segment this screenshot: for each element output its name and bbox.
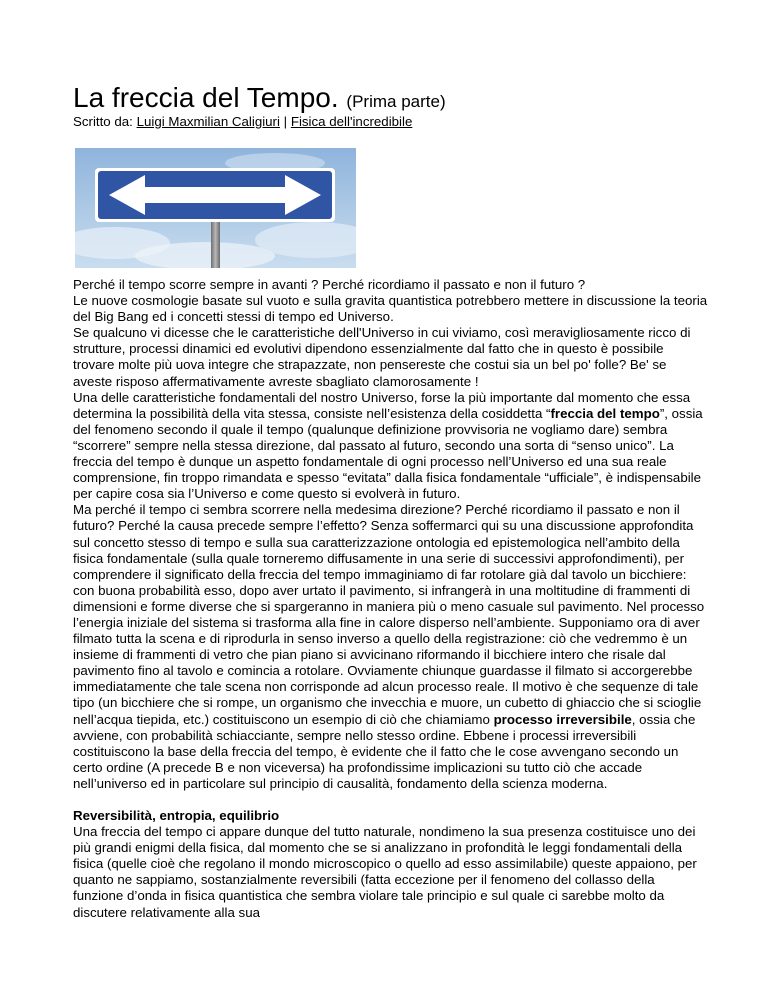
category-link[interactable]: Fisica dell'incredibile	[290, 114, 413, 129]
paragraph: Perché il tempo scorre sempre in avanti ? Perché ricordiamo il passato e non il futuro ?	[73, 277, 586, 292]
paragraph	[73, 502, 708, 792]
paragraph: Se qualcuno vi dicesse che le caratteristiche dell'Universo in cui viviamo, così meravigliosamente ricco di strutture, processi dinamici ed evolutivi dipendono essenzialmente dal fatto che in questo è possibile trovare molte più uova integre che strapazzate, non pensereste che costui sia un bel po' folle? Be' se aveste risposo affermativamente avreste sbagliato clamorosamente !	[73, 325, 691, 389]
article-photo	[75, 148, 356, 268]
title-subtitle: (Prima parte)	[346, 92, 446, 111]
title-main: La freccia del Tempo.	[73, 82, 339, 113]
sign-pole	[211, 220, 220, 268]
byline	[73, 114, 412, 130]
two-way-arrow-street-sign-icon	[75, 148, 356, 268]
paragraph: Una freccia del tempo ci appare dunque del tutto naturale, nondimeno la sua presenza costituisce uno dei più grandi enigmi della fisica, dal momento che se si analizzano in profondità le leggi fondamentali della fisica (quelle cioè che regolano il mondo microscopico o quello ad esso assimilabile) queste appaiono, per quanto ne sappiamo, sostanzialmente reversibili (fatta eccezione per il fenomeno del collasso della funzione d’onda in fisica quantistica che sembra violare tale principio e sul quale ci sarebbe molto da discutere relativamente alla sua	[73, 824, 697, 920]
author-link[interactable]: Luigi Maxmilian Caligiuri	[136, 114, 280, 129]
paragraph	[73, 390, 708, 503]
section-heading: Reversibilità, entropia, equilibrio	[73, 808, 280, 823]
bold-term-freccia: freccia del tempo	[550, 405, 660, 421]
paragraph-text: Una delle caratteristiche fondamentali del nostro Universo, forse la più importante dal momento che essa determina la possibilità della vita stessa, consiste nell’esistenza della cosiddetta “	[73, 389, 691, 421]
paragraph-text: ”, ossia del fenomeno secondo il quale il tempo (qualunque definizione provvisoria ne vogliamo dare) sembra “scorrere” sempre nella stessa direzione, dal passato al futuro, secondo una sorta di “senso unico”. La freccia del tempo è dunque un aspetto fondamentale di ogni processo nell’Universo ed una sua reale comprensione, fin troppo rimandata e spesso “evitata” dalla fisica fondamentale “ufficiale”, è indispensabile per capire cosa sia l’Universo e come questo si evolverà in futuro.	[73, 405, 703, 502]
article-body	[73, 277, 708, 921]
bold-term-processo: processo irreversibile	[493, 711, 632, 727]
paragraph: Le nuove cosmologie basate sul vuoto e sulla gravita quantistica potrebbero mettere in discussione la teoria del Big Bang ed i concetti stessi di tempo ed Universo.	[73, 293, 708, 325]
byline-prefix: Scritto da:	[73, 114, 133, 129]
byline-separator: |	[283, 114, 288, 129]
paragraph-text: , ossia che avviene, con probabilità schiacciante, sempre nello stesso ordine. Ebbene i processi irreversibili costituiscono la base della freccia del tempo, è evidente che il fatto che le cose avvengano secondo un certo ordine (A precede B e non viceversa) ha profondissime implicazioni su tutto ciò che accade nell’universo ed in particolare sul principio di causalità, fondamento della scienza moderna.	[73, 711, 696, 791]
paragraph-text: Ma perché il tempo ci sembra scorrere nella medesima direzione? Perché ricordiamo il passato e non il futuro? Perché la causa precede sempre l’effetto? Senza soffermarci qui su una discussione approfondita sul concetto stesso di tempo e sulla sua caratterizzazione ontologia ed epistemologica nell’ambito della fisica fondamentale (sulla quale torneremo diffusamente in una serie di successivi approfondimenti), per comprendere il significato della freccia del tempo immaginiamo di far rotolare già dal tavolo un bicchiere: con buona probabilità esso, dopo aver urtato il pavimento, si infrangerà in una moltitudine di frammenti di dimensioni e forme diverse che si spargeranno in maniera più o meno casuale sul pavimento. Nel processo l’energia iniziale del sistema si trasforma alla fine in calore disperso nell’ambiente. Supponiamo ora di aver filmato tutta la scena e di riprodurla in senso inverso a quello della registrazione: ciò che vedremmo è un insieme di frammenti di vetro che pian piano si avvicinano riformando il bicchiere intero che risale dal pavimento fino al tavolo e comincia a rotolare. Ovviamente chiunque guardasse il filmato si accorgerebbe immediatamente che tale scena non corrisponde ad alcun processo reale. Il motivo è che sequenze di tale tipo (un bicchiere che si rompe, un organismo che invecchia e muore, un cubetto di ghiaccio che si scioglie nell’acqua tiepida, etc.) costituiscono un esempio di ciò che chiamiamo	[73, 502, 705, 727]
